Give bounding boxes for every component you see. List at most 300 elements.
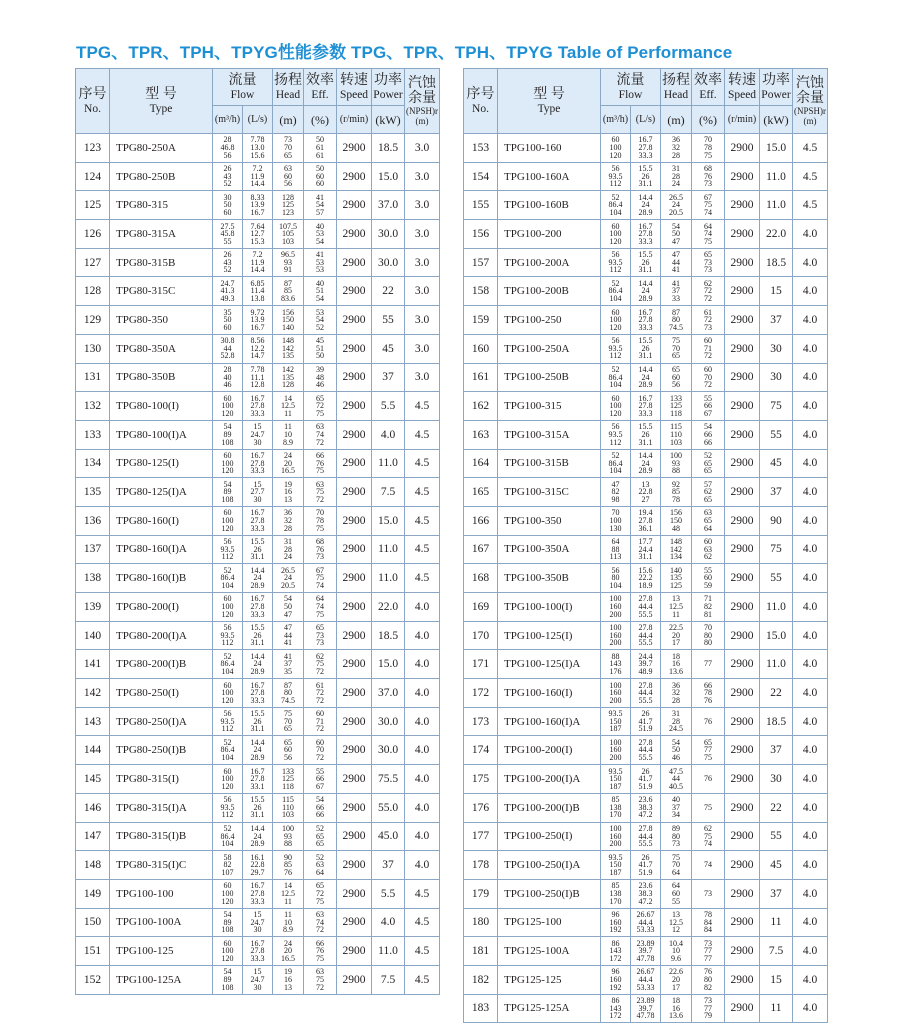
- cell-value-line: 100: [221, 774, 234, 784]
- cell-flow-m3h: [601, 306, 631, 335]
- cell-value-line: 15.5: [250, 709, 265, 719]
- cell-no: 156: [464, 220, 498, 249]
- cell-flow-ls: [631, 707, 661, 736]
- cell-value-line: 80: [672, 831, 680, 841]
- cell-value-line: 61: [316, 680, 324, 690]
- cell-speed: 2900: [725, 851, 760, 880]
- cell-value-line: 70: [704, 372, 712, 382]
- cell-type: TPG80-315A: [110, 220, 213, 249]
- cell-value-line: 43: [223, 171, 232, 181]
- cell-power: 15.0: [760, 621, 793, 650]
- cell-npsh: 3.0: [405, 220, 440, 249]
- cell-value-line: 86.4: [608, 286, 623, 296]
- cell-value-line: 89: [223, 487, 232, 497]
- cell-flow-m3h: [213, 277, 243, 306]
- cell-value-line: 60: [611, 393, 620, 403]
- cell-flow-ls: [631, 765, 661, 794]
- cell-value-line: 72: [704, 351, 712, 361]
- cell-value-line: 142: [670, 544, 682, 554]
- cell-value-line: 64: [672, 881, 680, 891]
- cell-speed: 2900: [725, 449, 760, 478]
- cell-flow-ls: [243, 506, 273, 535]
- cell-value-line: 12.2: [250, 343, 265, 353]
- cell-value-line: 60: [223, 594, 232, 604]
- cell-value-line: 85: [284, 860, 292, 870]
- header-eff: 效率 Eff.: [304, 69, 337, 106]
- cell-value-line: 27.8: [250, 602, 265, 612]
- cell-value-line: 13.8: [250, 294, 265, 304]
- cell-head: [273, 535, 304, 564]
- cell-value-line: 93.5: [608, 171, 623, 181]
- cell-head: [273, 965, 304, 994]
- cell-speed: 2900: [725, 478, 760, 507]
- cell-head: [273, 908, 304, 937]
- cell-eff: [692, 937, 725, 966]
- cell-flow-ls: [631, 306, 661, 335]
- cell-no: 123: [76, 134, 110, 163]
- cell-flow-ls: [631, 363, 661, 392]
- cell-value-line: 52: [223, 737, 232, 747]
- cell-flow-ls: [631, 593, 661, 622]
- cell-value-line: 120: [221, 781, 234, 791]
- cell-power: 22: [760, 679, 793, 708]
- cell-power: 75: [760, 535, 793, 564]
- cell-speed: 2900: [337, 707, 372, 736]
- table-row: [464, 162, 828, 191]
- cell-value-line: 60: [223, 393, 232, 403]
- cell-value-line: 15.5: [250, 795, 265, 805]
- cell-value-line: 14.4: [638, 364, 653, 374]
- cell-flow-ls: [243, 162, 273, 191]
- cell-speed: 2900: [725, 621, 760, 650]
- cell-value-line: 65: [672, 351, 680, 361]
- cell-value-line: 66: [316, 938, 324, 948]
- cell-npsh: 3.0: [405, 334, 440, 363]
- cell-value-line: 30: [223, 192, 232, 202]
- cell-value-line: 74: [316, 580, 324, 590]
- cell-npsh: 4.0: [793, 908, 828, 937]
- cell-npsh: 4.0: [793, 650, 828, 679]
- cell-eff: [304, 965, 337, 994]
- cell-value-line: 63: [316, 422, 324, 432]
- cell-eff: [692, 621, 725, 650]
- cell-eff: [304, 191, 337, 220]
- cell-value-line: 15.6: [250, 150, 265, 160]
- cell-no: 180: [464, 908, 498, 937]
- cell-value-line: 150: [670, 515, 682, 525]
- cell-value-line: 31.1: [638, 179, 653, 189]
- cell-type: TPG80-250(I)B: [110, 736, 213, 765]
- cell-value-line: 67: [704, 408, 712, 418]
- cell-head: [273, 478, 304, 507]
- cell-value-line: 150: [609, 716, 622, 726]
- cell-value-line: 128: [282, 192, 294, 202]
- cell-type: TPG100-200B: [498, 277, 601, 306]
- cell-value-line: 100: [221, 401, 234, 411]
- cell-value-line: 28.9: [638, 208, 653, 218]
- cell-value-line: 78: [672, 494, 680, 504]
- table-row: [76, 420, 440, 449]
- header-speed-unit: (r/min): [725, 106, 760, 134]
- cell-no: 125: [76, 191, 110, 220]
- cell-head: [661, 965, 692, 994]
- cell-value-line: 44: [223, 343, 232, 353]
- cell-value-line: 82: [611, 487, 620, 497]
- cell-value-line: 16.7: [638, 221, 653, 231]
- cell-head: [273, 420, 304, 449]
- cell-flow-ls: [631, 506, 661, 535]
- cell-eff: [304, 506, 337, 535]
- cell-value-line: 11: [672, 609, 680, 619]
- cell-value-line: 26.5: [669, 192, 683, 202]
- cell-eff: [692, 134, 725, 163]
- cell-power: 37: [760, 736, 793, 765]
- cell-value-line: 15: [253, 422, 262, 432]
- cell-no: 161: [464, 363, 498, 392]
- table-row: [76, 191, 440, 220]
- cell-value-line: 54: [223, 422, 232, 432]
- table-row: [464, 363, 828, 392]
- cell-value-line: 11.9: [250, 257, 265, 267]
- cell-head: [661, 822, 692, 851]
- table-row: [464, 478, 828, 507]
- cell-npsh: 4.0: [793, 277, 828, 306]
- cell-value-line: 138: [609, 802, 622, 812]
- cell-value-line: 64: [704, 523, 712, 533]
- header-head: 扬程 Head: [273, 69, 304, 106]
- cell-value-line: 37: [672, 286, 680, 296]
- cell-value-line: 26: [223, 164, 232, 174]
- cell-value-line: 9.6: [671, 953, 681, 963]
- cell-no: 176: [464, 793, 498, 822]
- cell-no: 160: [464, 334, 498, 363]
- cell-value-line: 18.9: [638, 580, 653, 590]
- cell-type: TPG125-100A: [498, 937, 601, 966]
- cell-value-line: 17.7: [638, 537, 653, 547]
- cell-value-line: 10: [672, 946, 680, 956]
- cell-value-line: 70: [704, 135, 712, 145]
- cell-eff: [692, 765, 725, 794]
- cell-value-line: 15.5: [638, 422, 653, 432]
- cell-value-line: 13: [284, 494, 292, 504]
- cell-eff: [304, 650, 337, 679]
- cell-value-line: 16: [672, 1003, 680, 1013]
- cell-head: [661, 363, 692, 392]
- cell-value-line: 57: [704, 479, 712, 489]
- table-row: [76, 277, 440, 306]
- cell-value-line: 96: [611, 967, 620, 977]
- cell-value-line: 28.9: [250, 839, 265, 849]
- cell-value-line: 16.7: [250, 680, 265, 690]
- cell-flow-m3h: [213, 363, 243, 392]
- cell-eff: [304, 306, 337, 335]
- cell-value-line: 29.7: [250, 867, 265, 877]
- cell-value-line: 41.7: [638, 774, 653, 784]
- table-row: [76, 965, 440, 994]
- cell-value-line: 60: [704, 336, 712, 346]
- cell-value-line: 66: [704, 429, 712, 439]
- cell-value-line: 16.1: [250, 852, 265, 862]
- cell-value-line: 53: [316, 229, 324, 239]
- cell-value-line: 55: [316, 766, 324, 776]
- cell-value-line: 53.33: [636, 925, 655, 935]
- cell-power: 4.0: [372, 420, 405, 449]
- cell-value-line: 125: [282, 774, 294, 784]
- cell-power: 75.5: [372, 765, 405, 794]
- cell-type: TPG80-160(I): [110, 506, 213, 535]
- cell-speed: 2900: [725, 306, 760, 335]
- cell-value-line: 107: [221, 867, 234, 877]
- cell-value-line: 52: [223, 179, 232, 189]
- cell-flow-m3h: [601, 363, 631, 392]
- cell-speed: 2900: [725, 535, 760, 564]
- cell-speed: 2900: [725, 879, 760, 908]
- cell-value-line: 93: [284, 257, 292, 267]
- cell-value-line: 78: [704, 910, 712, 920]
- cell-value-line: 27.8: [638, 515, 653, 525]
- header-eff: 效率 Eff.: [692, 69, 725, 106]
- cell-value-line: 64: [316, 867, 324, 877]
- cell-power: 30.0: [372, 220, 405, 249]
- cell-value-line: 93: [284, 831, 292, 841]
- cell-flow-ls: [631, 191, 661, 220]
- cell-value-line: 55.5: [638, 609, 653, 619]
- cell-value-line: 75: [704, 200, 712, 210]
- cell-power: 55.0: [372, 793, 405, 822]
- cell-value-line: 125: [282, 200, 294, 210]
- cell-value-line: 82: [704, 602, 712, 612]
- cell-power: 18.5: [372, 134, 405, 163]
- cell-no: 131: [76, 363, 110, 392]
- cell-head: [661, 621, 692, 650]
- cell-value-line: 176: [609, 667, 622, 677]
- cell-eff: [692, 363, 725, 392]
- table-row: [464, 220, 828, 249]
- cell-value-line: 30: [253, 925, 262, 935]
- cell-npsh: 4.0: [405, 765, 440, 794]
- cell-value-line: 31.1: [638, 265, 653, 275]
- cell-value-line: 33.3: [250, 609, 265, 619]
- cell-eff: [304, 363, 337, 392]
- cell-value-line: 56: [611, 422, 620, 432]
- cell-value-line: 15.5: [638, 336, 653, 346]
- cell-value-line: 73: [316, 630, 324, 640]
- cell-npsh: 4.0: [793, 535, 828, 564]
- cell-value-line: 72: [704, 286, 712, 296]
- cell-flow-m3h: [601, 134, 631, 163]
- cell-value-line: 13: [641, 479, 650, 489]
- cell-value-line: 75: [316, 659, 324, 669]
- cell-flow-m3h: [213, 449, 243, 478]
- cell-value-line: 16.7: [638, 307, 653, 317]
- cell-speed: 2900: [725, 564, 760, 593]
- cell-value-line: 67: [704, 192, 712, 202]
- cell-value-line: 112: [221, 552, 234, 562]
- cell-no: 126: [76, 220, 110, 249]
- cell-value-line: 26: [641, 429, 650, 439]
- cell-value-line: 33.3: [250, 896, 265, 906]
- cell-type: TPG100-200(I)B: [498, 793, 601, 822]
- table-row: [464, 621, 828, 650]
- cell-value-line: 56: [611, 336, 620, 346]
- cell-head: [661, 248, 692, 277]
- cell-value-line: 74.5: [669, 322, 683, 332]
- cell-value-line: 31: [284, 537, 292, 547]
- cell-value-line: 39.7: [638, 1003, 653, 1013]
- cell-value-line: 14: [284, 393, 292, 403]
- cell-value-line: 51.9: [638, 867, 653, 877]
- cell-value-line: 39.7: [638, 659, 653, 669]
- cell-value-line: 31: [672, 164, 680, 174]
- cell-flow-ls: [631, 248, 661, 277]
- cell-type: TPG80-100(I)A: [110, 420, 213, 449]
- cell-value-line: 56: [611, 250, 620, 260]
- cell-value-line: 125: [670, 580, 682, 590]
- header-speed: 转速 Speed: [337, 69, 372, 106]
- cell-value-line: 16.7: [250, 508, 265, 518]
- cell-value-line: 52.8: [220, 351, 235, 361]
- cell-value-line: 10.4: [669, 938, 683, 948]
- cell-eff: [304, 420, 337, 449]
- cell-flow-m3h: [601, 392, 631, 421]
- cell-value-line: 24: [641, 200, 650, 210]
- cell-power: 90: [760, 506, 793, 535]
- cell-value-line: 85: [284, 286, 292, 296]
- cell-value-line: 26.67: [636, 967, 655, 977]
- cell-power: 7.5: [372, 965, 405, 994]
- cell-type: TPG80-350B: [110, 363, 213, 392]
- cell-value-line: 86.4: [220, 831, 235, 841]
- cell-value-line: 32: [672, 688, 680, 698]
- cell-eff: [692, 679, 725, 708]
- cell-speed: 2900: [337, 506, 372, 535]
- cell-value-line: 26: [641, 709, 650, 719]
- cell-head: [661, 134, 692, 163]
- cell-value-line: 71: [704, 343, 712, 353]
- cell-value-line: 142: [282, 364, 294, 374]
- cell-flow-m3h: [601, 478, 631, 507]
- header-flow-unit-m3h: (m³/h): [601, 106, 631, 134]
- cell-value-line: 89: [672, 823, 680, 833]
- cell-value-line: 56: [223, 150, 232, 160]
- cell-flow-m3h: [213, 822, 243, 851]
- header-head-unit: (m): [273, 106, 304, 134]
- table-row: [464, 965, 828, 994]
- cell-value-line: 52: [704, 451, 712, 461]
- cell-no: 146: [76, 793, 110, 822]
- cell-head: [273, 679, 304, 708]
- cell-npsh: 4.5: [405, 908, 440, 937]
- cell-value-line: 60: [316, 179, 324, 189]
- cell-type: TPG100-160A: [498, 162, 601, 191]
- table-row: [76, 334, 440, 363]
- cell-value-line: 100: [609, 229, 622, 239]
- cell-value-line: 100: [221, 688, 234, 698]
- cell-value-line: 72: [704, 294, 712, 304]
- cell-npsh: 4.0: [405, 707, 440, 736]
- cell-value-line: 70: [284, 716, 292, 726]
- cell-value-line: 26: [253, 802, 262, 812]
- cell-flow-m3h: [601, 593, 631, 622]
- cell-value-line: 56: [223, 795, 232, 805]
- cell-value-line: 75: [316, 896, 324, 906]
- table-row: [464, 191, 828, 220]
- cell-power: 15: [760, 965, 793, 994]
- cell-value-line: 10: [284, 917, 292, 927]
- cell-flow-ls: [631, 937, 661, 966]
- cell-value-line: 81: [704, 609, 712, 619]
- cell-value-line: 13.6: [669, 667, 683, 677]
- cell-value-line: 76: [704, 171, 712, 181]
- cell-value-line: 62: [316, 651, 324, 661]
- cell-speed: 2900: [337, 793, 372, 822]
- cell-value-line: 100: [609, 594, 622, 604]
- cell-head: [661, 937, 692, 966]
- cell-value-line: 28.9: [638, 294, 653, 304]
- cell-npsh: 4.5: [405, 420, 440, 449]
- cell-value-line: 65: [284, 737, 292, 747]
- cell-value-line: 63: [316, 910, 324, 920]
- cell-value-line: 64: [316, 594, 324, 604]
- cell-value-line: 33.3: [250, 408, 265, 418]
- cell-value-line: 60: [223, 766, 232, 776]
- cell-value-line: 15.3: [250, 236, 265, 246]
- cell-value-line: 28.9: [250, 580, 265, 590]
- cell-value-line: 7.2: [252, 250, 263, 260]
- cell-value-line: 30: [253, 982, 262, 992]
- cell-flow-m3h: [601, 564, 631, 593]
- cell-value-line: 15.5: [250, 537, 265, 547]
- cell-value-line: 16.5: [281, 466, 295, 476]
- cell-type: TPG100-315A: [498, 420, 601, 449]
- cell-speed: 2900: [337, 449, 372, 478]
- cell-value-line: 135: [282, 372, 294, 382]
- cell-value-line: 33.3: [250, 953, 265, 963]
- cell-value-line: 104: [221, 580, 234, 590]
- cell-value-line: 36: [284, 508, 292, 518]
- cell-value-line: 22.8: [638, 487, 653, 497]
- cell-no: 163: [464, 420, 498, 449]
- cell-type: TPG100-200A: [498, 248, 601, 277]
- cell-value-line: 14.7: [250, 351, 265, 361]
- cell-value-line: 140: [670, 565, 682, 575]
- cell-value-line: 86: [611, 996, 620, 1006]
- cell-head: [273, 793, 304, 822]
- cell-eff: [304, 937, 337, 966]
- cell-value-line: 26: [223, 250, 232, 260]
- cell-value-line: 27.8: [250, 774, 265, 784]
- cell-flow-m3h: [213, 879, 243, 908]
- cell-value-line: 60: [223, 508, 232, 518]
- cell-value-line: 86.4: [608, 372, 623, 382]
- cell-value-line: 76: [704, 774, 712, 784]
- cell-value-line: 76: [704, 695, 712, 705]
- cell-type: TPG100-160: [498, 134, 601, 163]
- cell-value-line: 45: [316, 336, 324, 346]
- cell-value-line: 115: [282, 795, 294, 805]
- cell-value-line: 31.1: [250, 552, 265, 562]
- cell-value-line: 103: [282, 810, 294, 820]
- cell-value-line: 48: [316, 372, 324, 382]
- cell-value-line: 53: [316, 265, 324, 275]
- cell-value-line: 59: [704, 580, 712, 590]
- cell-type: TPG125-125A: [498, 994, 601, 1023]
- cell-value-line: 13: [672, 910, 680, 920]
- cell-head: [661, 765, 692, 794]
- cell-value-line: 93.5: [608, 429, 623, 439]
- cell-value-line: 41: [284, 651, 292, 661]
- cell-value-line: 73: [704, 322, 712, 332]
